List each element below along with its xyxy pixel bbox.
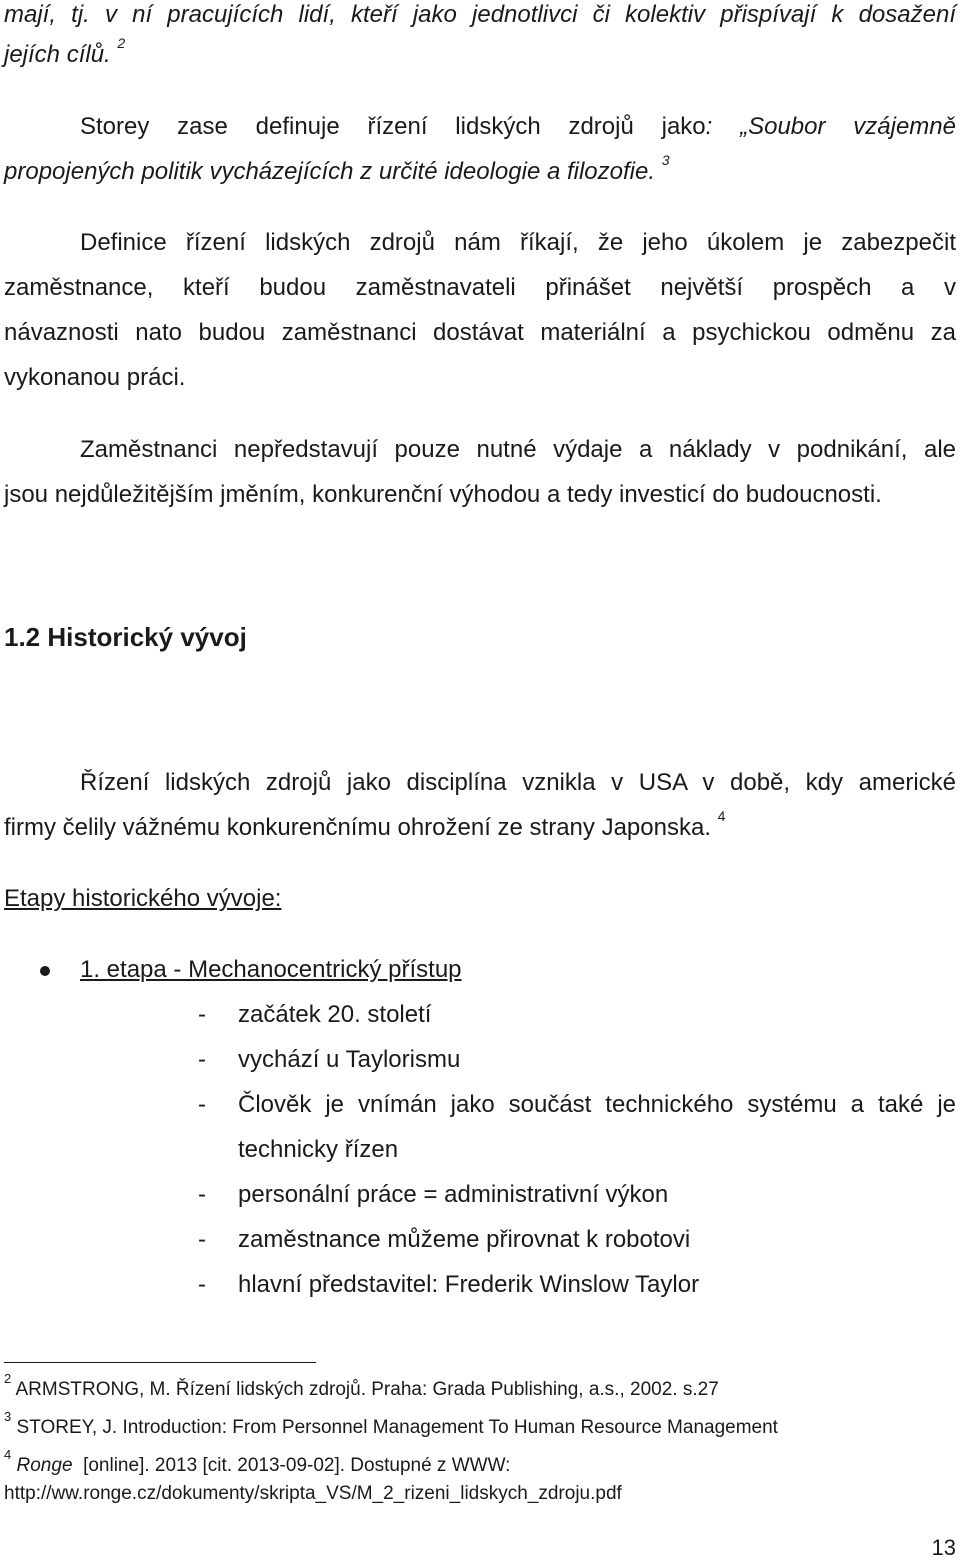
intro-line-1: mají, tj. v ní pracujících lidí, kteří jako jednotlivci či kolektiv přispívají k dosažení — [4, 1, 956, 28]
storey-line-2-text: propojených politik vycházejících z určité ideologie a filozofie. — [4, 158, 656, 185]
footnote-3-num: 3 — [4, 1409, 12, 1424]
dash-4: - — [198, 1181, 206, 1208]
footnote-3 — [4, 1409, 778, 1440]
footnote-4 — [4, 1447, 511, 1478]
footnote-ref-2[interactable]: 2 — [117, 35, 126, 51]
zamestnanci-line-2: jsou nejdůležitějším jměním, konkurenční výhodou a tedy investicí do budoucnosti. — [4, 481, 882, 508]
footnote-2-text: ARMSTRONG, M. Řízení lidských zdrojů. Praha: Grada Publishing, a.s., 2002. s.27 — [15, 1379, 719, 1400]
footnote-3-text: STOREY, J. Introduction: From Personnel Management To Human Resource Management — [16, 1417, 778, 1438]
footnote-2-num: 2 — [4, 1371, 12, 1386]
storey-line-1b: : „Soubor vzájemně — [705, 113, 956, 140]
definice-line-2: zaměstnance, kteří budou zaměstnavateli přinášet největší prospěch a v — [4, 274, 956, 301]
storey-line-1a: Storey zase definuje řízení lidských zdrojů jako — [80, 113, 706, 140]
intro-line-2 — [4, 35, 956, 70]
dash-5: - — [198, 1226, 206, 1253]
storey-line-2 — [4, 152, 956, 187]
dash-6: - — [198, 1271, 206, 1298]
definice-line-1: Definice řízení lidských zdrojů nám říkají, že jeho úkolem je zabezpečit — [80, 229, 956, 256]
sub-item-3: Člověk je vnímán jako součást technického systému a také je — [238, 1091, 956, 1118]
section-heading: 1.2 Historický vývoj — [4, 622, 247, 652]
rlz-line-1: Řízení lidských zdrojů jako disciplína vznikla v USA v době, kdy americké — [80, 769, 956, 796]
dash-3: - — [198, 1091, 206, 1118]
footnote-4-url[interactable]: http://ww.ronge.cz/dokumenty/skripta_VS/M_2_rizeni_lidskych_zdroju.pdf — [4, 1483, 622, 1504]
footnote-4-text: [online]. 2013 [cit. 2013-09-02]. Dostupné z WWW: — [83, 1455, 511, 1476]
rlz-line-2-text: firmy čelily vážnému konkurenčnímu ohrožení ze strany Japonska. — [4, 814, 711, 841]
sub-item-4: personální práce = administrativní výkon — [238, 1181, 669, 1208]
sub-item-1: začátek 20. století — [238, 1001, 432, 1028]
bullet-dot-icon — [40, 966, 50, 976]
dash-2: - — [198, 1046, 206, 1073]
page-number: 13 — [931, 1535, 956, 1560]
etapy-label: Etapy historického vývoje: — [4, 885, 282, 912]
zamestnanci-line-1: Zaměstnanci nepředstavují pouze nutné výdaje a náklady v podnikání, ale — [80, 436, 956, 463]
footnote-2 — [4, 1371, 719, 1402]
sub-item-3-cont: technicky řízen — [238, 1136, 399, 1163]
sub-item-2: vychází u Taylorismu — [238, 1046, 461, 1073]
rlz-line-2 — [4, 808, 956, 843]
footnote-4-num: 4 — [4, 1447, 12, 1462]
footnote-ref-3[interactable]: 3 — [661, 152, 670, 168]
footnote-separator — [4, 1362, 316, 1363]
sub-item-6: hlavní představitel: Frederik Winslow Taylor — [238, 1271, 700, 1298]
footnote-4-italic: Ronge — [16, 1455, 73, 1476]
intro-line-2-text: jejích cílů. — [4, 41, 111, 68]
bullet-item-etapa-1: 1. etapa - Mechanocentrický přístup — [80, 956, 462, 983]
definice-line-3: návaznosti nato budou zaměstnanci dostávat materiální a psychickou odměnu za — [4, 319, 956, 346]
storey-line-1 — [80, 112, 956, 142]
footnote-ref-4[interactable]: 4 — [717, 808, 726, 824]
sub-item-5: zaměstnance můžeme přirovnat k robotovi — [238, 1226, 691, 1253]
dash-1: - — [198, 1001, 206, 1028]
definice-line-4: vykonanou práci. — [4, 364, 186, 391]
